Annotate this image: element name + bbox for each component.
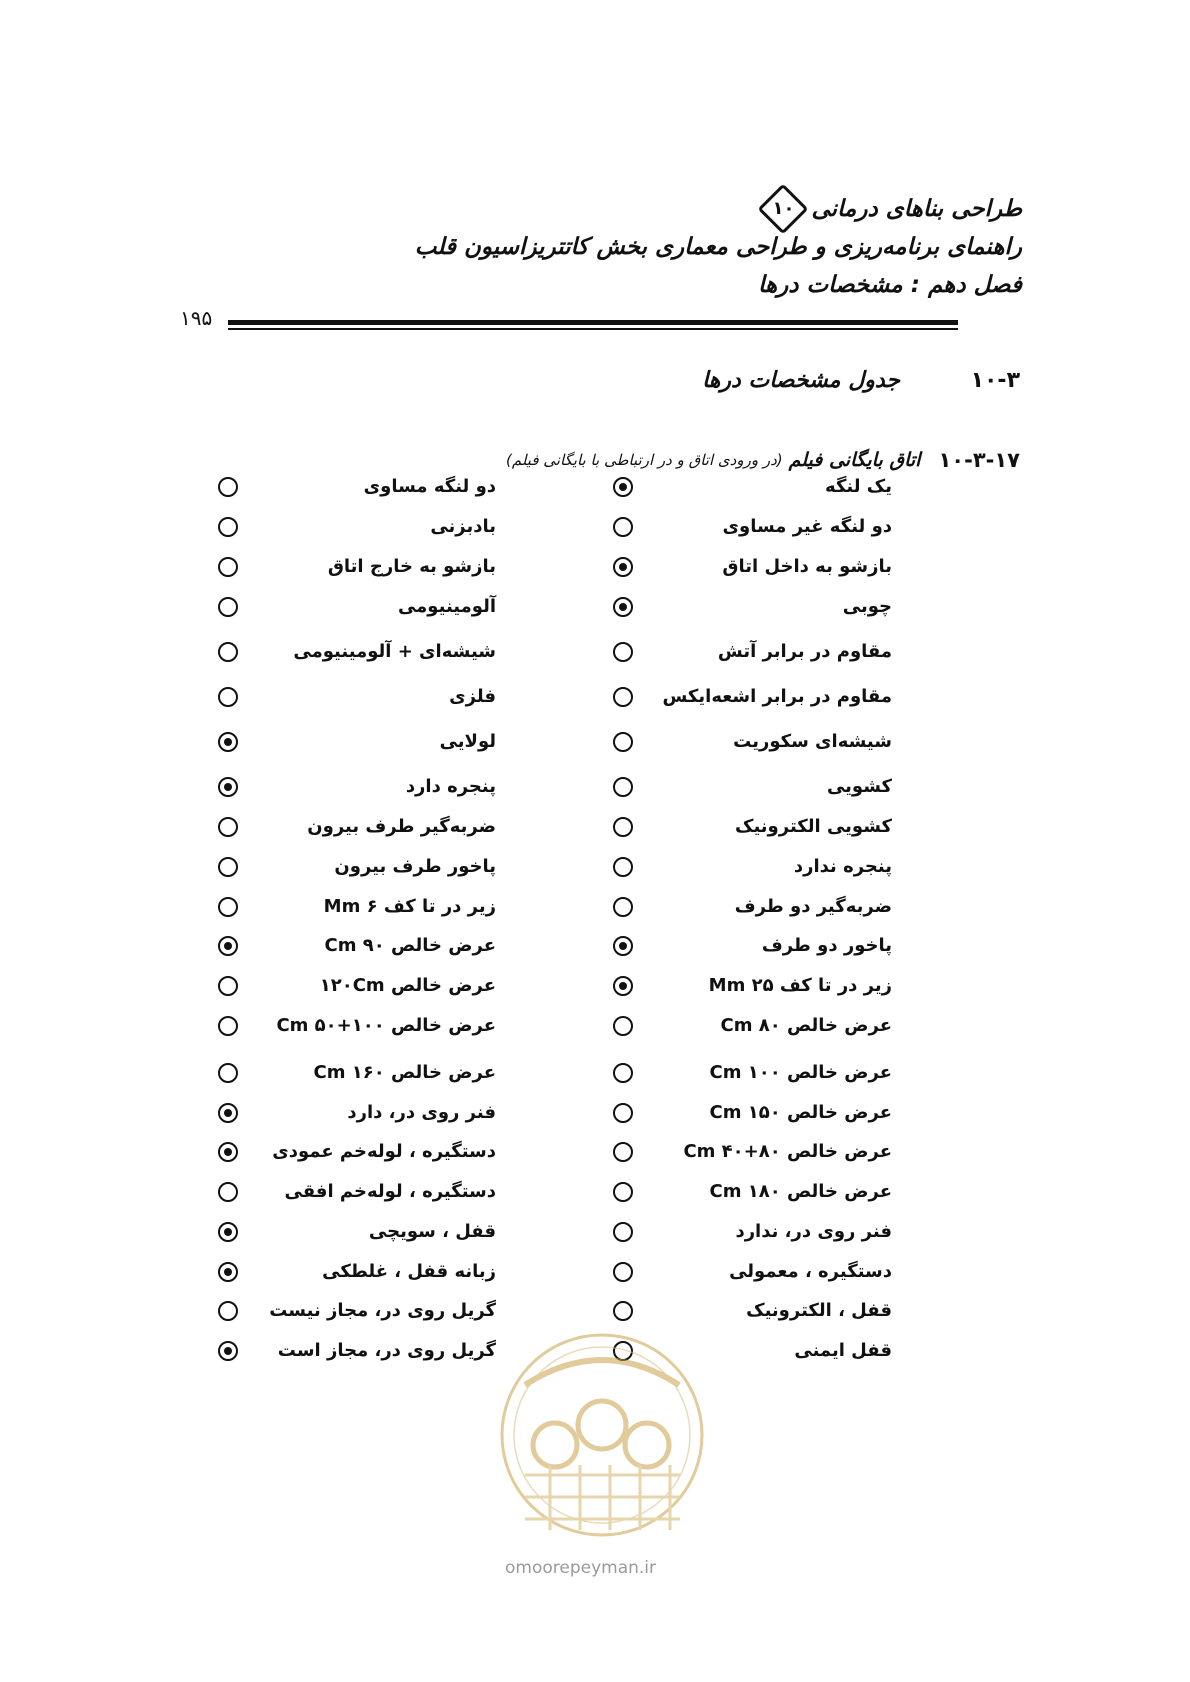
option-label: فنر روی در، ندارد [735, 1221, 892, 1242]
option-row-left [0, 682, 1190, 712]
option-label: چوبی [842, 596, 892, 617]
option-label: پنجره ندارد [793, 856, 892, 877]
radio-selected-dot-icon [224, 783, 232, 791]
option-radio[interactable] [218, 1103, 238, 1123]
series-title: طراحی بناهای درمانی [811, 196, 1022, 222]
option-row-left [0, 1011, 1190, 1041]
subsection-title: اتاق بایگانی فیلم [788, 449, 921, 471]
option-row-left [0, 971, 1190, 1001]
option-label: فنر روی در، دارد [347, 1102, 496, 1123]
option-radio[interactable] [218, 557, 238, 577]
option-row-left [0, 812, 1190, 842]
option-label: یک لنگه [825, 476, 892, 497]
radio-selected-dot-icon [224, 738, 232, 746]
page-header [242, 190, 1022, 304]
option-label: دستگیره ، لوله‌خم افقی [284, 1181, 496, 1202]
option-radio[interactable] [218, 817, 238, 837]
radio-selected-dot-icon [224, 942, 232, 950]
option-label: بازشو به داخل اتاق [722, 556, 892, 577]
option-label: بازشو به خارج اتاق [327, 556, 496, 577]
option-radio[interactable] [218, 1063, 238, 1083]
option-label: عرض خالص ۱۲۰Cm [319, 975, 496, 996]
subsection-number: ۱۰-۳-۱۷ [938, 448, 1020, 472]
option-label: عرض خالص Cm ۹۰ [324, 935, 496, 956]
option-label: شیشه‌ای سکوریت [733, 731, 892, 752]
option-label: کشویی الکترونیک [735, 816, 892, 837]
option-radio[interactable] [218, 1142, 238, 1162]
option-radio[interactable] [218, 1182, 238, 1202]
book-title: راهنمای برنامه‌ریزی و طراحی معماری بخش کاتتریزاسیون قلب [414, 234, 1022, 260]
option-label: گریل روی در، مجاز نیست [269, 1300, 496, 1321]
option-radio[interactable] [218, 936, 238, 956]
option-label: دستگیره ، لوله‌خم عمودی [272, 1141, 496, 1162]
option-label: دستگیره ، معمولی [729, 1261, 892, 1282]
option-radio[interactable] [218, 1016, 238, 1036]
option-radio[interactable] [218, 857, 238, 877]
option-row-left [0, 1336, 1190, 1366]
header-rule [228, 320, 958, 330]
option-radio[interactable] [218, 1301, 238, 1321]
series-number-badge [761, 187, 805, 231]
option-label: پنجره دارد [405, 776, 496, 797]
option-label: پاخور دو طرف [761, 935, 892, 956]
section-number: ۱۰-۳ [970, 368, 1020, 393]
option-row-left [0, 512, 1190, 542]
option-row-left [0, 1296, 1190, 1326]
subsection-heading [506, 448, 1020, 472]
option-label: پاخور طرف بیرون [334, 856, 496, 877]
option-label: عرض خالص Cm ۱۵۰ [709, 1102, 892, 1123]
option-row-left [0, 592, 1190, 622]
series-number: ۱۰ [772, 198, 795, 219]
option-label: دو لنگه مساوی [363, 476, 496, 497]
option-label: قفل ، سویچی [368, 1221, 496, 1242]
option-row-left [0, 472, 1190, 502]
chapter-title: فصل دهم : مشخصات درها [757, 272, 1022, 298]
option-row-left [0, 931, 1190, 961]
rule-thick [228, 320, 958, 325]
subsection-note: (در ورودی اتاق و در ارتباطی با بایگانی فیلم) [506, 451, 783, 469]
option-label: بادبزنی [430, 516, 496, 537]
option-label: عرض خالص Cm ۱۶۰ [313, 1062, 496, 1083]
section-title: جدول مشخصات درها [702, 368, 900, 393]
radio-selected-dot-icon [224, 1347, 232, 1355]
option-label: مقاوم در برابر آتش [717, 641, 892, 662]
option-row-left [0, 1098, 1190, 1128]
radio-selected-dot-icon [224, 1148, 232, 1156]
option-label: قفل ، الکترونیک [746, 1300, 892, 1321]
option-radio[interactable] [218, 642, 238, 662]
option-row-left [0, 1257, 1190, 1287]
watermark-site: omoorepeyman.ir [505, 1558, 657, 1578]
option-label: گریل روی در، مجاز است [277, 1340, 496, 1361]
option-row-left [0, 552, 1190, 582]
option-label: آلومینیومی [397, 596, 496, 617]
option-row-left [0, 852, 1190, 882]
option-radio[interactable] [218, 1262, 238, 1282]
option-label: فلزی [449, 686, 496, 707]
radio-selected-dot-icon [224, 1268, 232, 1276]
option-row-left [0, 1058, 1190, 1088]
series-line [242, 190, 1022, 228]
option-label: دو لنگه غیر مساوی [722, 516, 892, 537]
option-label: زیر در تا کف Mm ۶ [323, 896, 496, 917]
option-radio[interactable] [218, 897, 238, 917]
option-radio[interactable] [218, 687, 238, 707]
option-label: لولایی [439, 731, 496, 752]
option-label: عرض خالص Cm ۴۰+۸۰ [683, 1141, 892, 1162]
option-radio[interactable] [218, 597, 238, 617]
option-label: زبانه قفل ، غلطکی [322, 1261, 496, 1282]
option-label: عرض خالص Cm ۱۰۰ [709, 1062, 892, 1083]
radio-selected-dot-icon [224, 1109, 232, 1117]
option-radio[interactable] [218, 732, 238, 752]
option-label: عرض خالص Cm ۸۰ [720, 1015, 892, 1036]
option-label: زیر در تا کف Mm ۲۵ [708, 975, 892, 996]
option-label: کشویی [826, 776, 892, 797]
option-row-left [0, 892, 1190, 922]
option-label: شیشه‌ای + آلومینیومی [293, 641, 496, 662]
option-label: عرض خالص Cm ۱۸۰ [709, 1181, 892, 1202]
option-radio[interactable] [218, 477, 238, 497]
option-label: مقاوم در برابر اشعه‌ایکس [662, 686, 892, 707]
page-number: ۱۹۵ [180, 306, 213, 330]
section-heading [702, 368, 1020, 393]
option-row-left [0, 637, 1190, 667]
option-label: ضربه‌گیر دو طرف [734, 896, 892, 917]
option-label: عرض خالص Cm ۵۰+۱۰۰ [276, 1015, 496, 1036]
option-label: ضربه‌گیر طرف بیرون [307, 816, 496, 837]
option-radio[interactable] [218, 1341, 238, 1361]
rule-thin [228, 328, 958, 330]
radio-selected-dot-icon [224, 1228, 232, 1236]
option-radio[interactable] [218, 976, 238, 996]
option-radio[interactable] [218, 517, 238, 537]
option-row-left [0, 1137, 1190, 1167]
option-radio[interactable] [218, 1222, 238, 1242]
option-row-left [0, 727, 1190, 757]
option-row-left [0, 772, 1190, 802]
option-row-left [0, 1217, 1190, 1247]
option-radio[interactable] [218, 777, 238, 797]
option-row-left [0, 1177, 1190, 1207]
option-label: قفل ایمنی [794, 1340, 892, 1361]
